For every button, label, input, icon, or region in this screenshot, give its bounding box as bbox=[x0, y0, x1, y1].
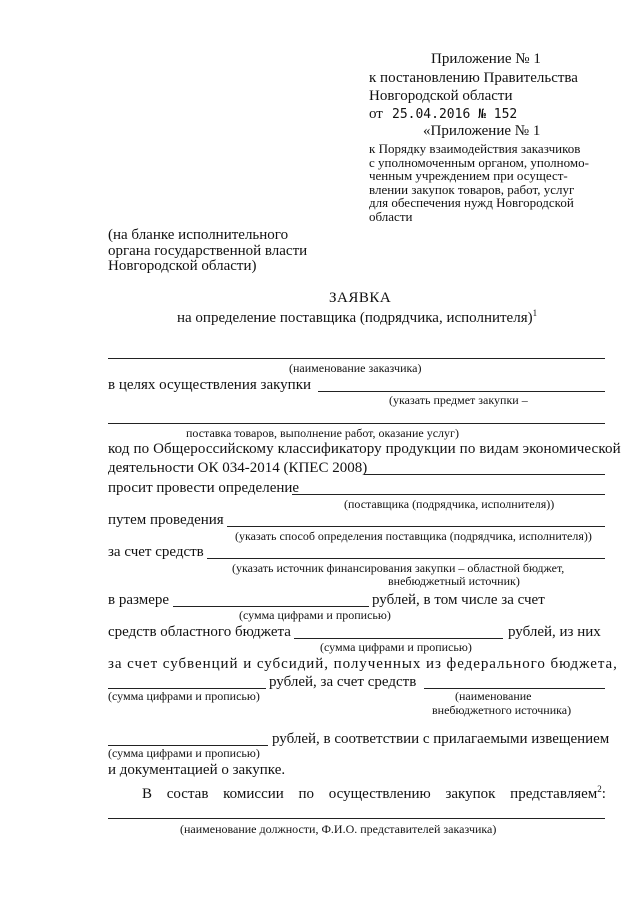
commission-word: осуществлению bbox=[328, 786, 431, 802]
supplier-type-field[interactable] bbox=[292, 494, 605, 495]
regional-label: средств областного бюджета bbox=[108, 624, 291, 640]
letterhead-line: Новгородской области) bbox=[108, 258, 257, 274]
commission-word: по bbox=[298, 786, 315, 802]
purchase-subject-field[interactable] bbox=[318, 391, 605, 392]
customer-name-field[interactable] bbox=[108, 358, 605, 359]
letterhead-line: (на бланке исполнительного bbox=[108, 227, 289, 243]
commission-colon: : bbox=[601, 786, 606, 802]
extra-caption: (сумма цифрами и прописью) bbox=[108, 746, 260, 760]
commission-word: состав bbox=[166, 786, 209, 802]
letterhead-note bbox=[108, 228, 307, 275]
order-line: для обеспечения нужд Новгородской bbox=[369, 195, 574, 211]
order-line: области bbox=[369, 208, 413, 224]
docs-text: и документацией о закупке. bbox=[108, 762, 286, 778]
federal-caption: (сумма цифрами и прописью) bbox=[108, 689, 260, 703]
appendix-order-text bbox=[369, 142, 589, 224]
regional-suffix: рублей, из них bbox=[508, 624, 601, 640]
subject-caption: (указать предмет закупки – bbox=[389, 393, 528, 407]
funds-caption-2: внебюджетный источник) bbox=[388, 574, 520, 588]
extra-suffix: рублей, в соответствии с прилагаемыми извещением bbox=[272, 731, 610, 747]
commission-text bbox=[142, 786, 606, 802]
commission-word: представляем bbox=[510, 786, 598, 802]
request-label: просит провести определение bbox=[108, 480, 300, 496]
amount-field[interactable] bbox=[173, 606, 369, 607]
commission-word-last bbox=[510, 786, 606, 802]
customer-caption: (наименование заказчика) bbox=[289, 361, 422, 375]
funds-label: за счет средств bbox=[108, 544, 204, 560]
appendix-date-prefix: от bbox=[369, 106, 383, 122]
funds-caption-1: (указать источник финансирования закупки – областной бюджет, bbox=[232, 561, 565, 575]
appendix-inner-title: «Приложение № 1 bbox=[423, 123, 541, 139]
footnote-mark-2: 2 bbox=[597, 784, 602, 794]
federal-text: за счет субвенций и субсидий, полученных из федерального бюджета, bbox=[108, 656, 618, 672]
subject-caption-2: поставка товаров, выполнение работ, оказание услуг) bbox=[186, 426, 459, 440]
document-subtitle bbox=[177, 310, 537, 326]
order-line: влении закупок товаров, работ, услуг bbox=[369, 181, 575, 197]
okpd-code-field[interactable] bbox=[364, 474, 605, 475]
okpd-line-1: код по Общероссийскому классификатору продукции по видам экономической bbox=[108, 441, 621, 457]
appendix-line-1: к постановлению Правительства bbox=[369, 70, 578, 86]
appendix-date-number: 25.04.2016 № 152 bbox=[392, 107, 518, 122]
method-caption: (указать способ определения поставщика (подрядчика, исполнителя)) bbox=[235, 529, 592, 543]
supplier-caption: (поставщика (подрядчика, исполнителя)) bbox=[344, 497, 555, 511]
okpd-line-2: деятельности ОК 034-2014 (КПЕС 2008) bbox=[108, 460, 368, 476]
federal-suffix: рублей, за счет средств bbox=[269, 674, 417, 690]
subtitle-text: на определение поставщика (подрядчика, исполнителя) bbox=[177, 310, 533, 326]
commission-word: закупок bbox=[445, 786, 496, 802]
amount-caption: (сумма цифрами и прописью) bbox=[239, 608, 391, 622]
appendix-title: Приложение № 1 bbox=[431, 51, 541, 67]
representatives-field[interactable] bbox=[108, 818, 605, 819]
order-line: ченным учреждением при осущест- bbox=[369, 168, 568, 184]
amount-suffix: рублей, в том числе за счет bbox=[372, 592, 545, 608]
extra-caption-1: (наименование bbox=[455, 689, 532, 703]
method-label: путем проведения bbox=[108, 512, 224, 528]
regional-amount-field[interactable] bbox=[294, 638, 503, 639]
order-line: с уполномоченным органом, уполномо- bbox=[369, 154, 589, 170]
regional-caption: (сумма цифрами и прописью) bbox=[320, 640, 472, 654]
commission-word: комиссии bbox=[223, 786, 284, 802]
reps-caption: (наименование должности, Ф.И.О. представителей заказчика) bbox=[180, 822, 497, 836]
amount-label: в размере bbox=[108, 592, 170, 608]
funds-source-field[interactable] bbox=[207, 558, 605, 559]
footnote-mark: 1 bbox=[532, 308, 538, 318]
document-title: ЗАЯВКА bbox=[329, 290, 392, 306]
appendix-line-2: Новгородской области bbox=[369, 88, 513, 104]
purchase-subject-field-2[interactable] bbox=[108, 423, 605, 424]
order-line: к Порядку взаимодействия заказчиков bbox=[369, 141, 581, 156]
purpose-label: в целях осуществления закупки bbox=[108, 377, 312, 393]
letterhead-line: органа государственной власти bbox=[108, 242, 308, 259]
commission-word: В bbox=[142, 786, 153, 802]
extra-caption-2: внебюджетного источника) bbox=[432, 703, 572, 717]
method-field[interactable] bbox=[227, 526, 605, 527]
